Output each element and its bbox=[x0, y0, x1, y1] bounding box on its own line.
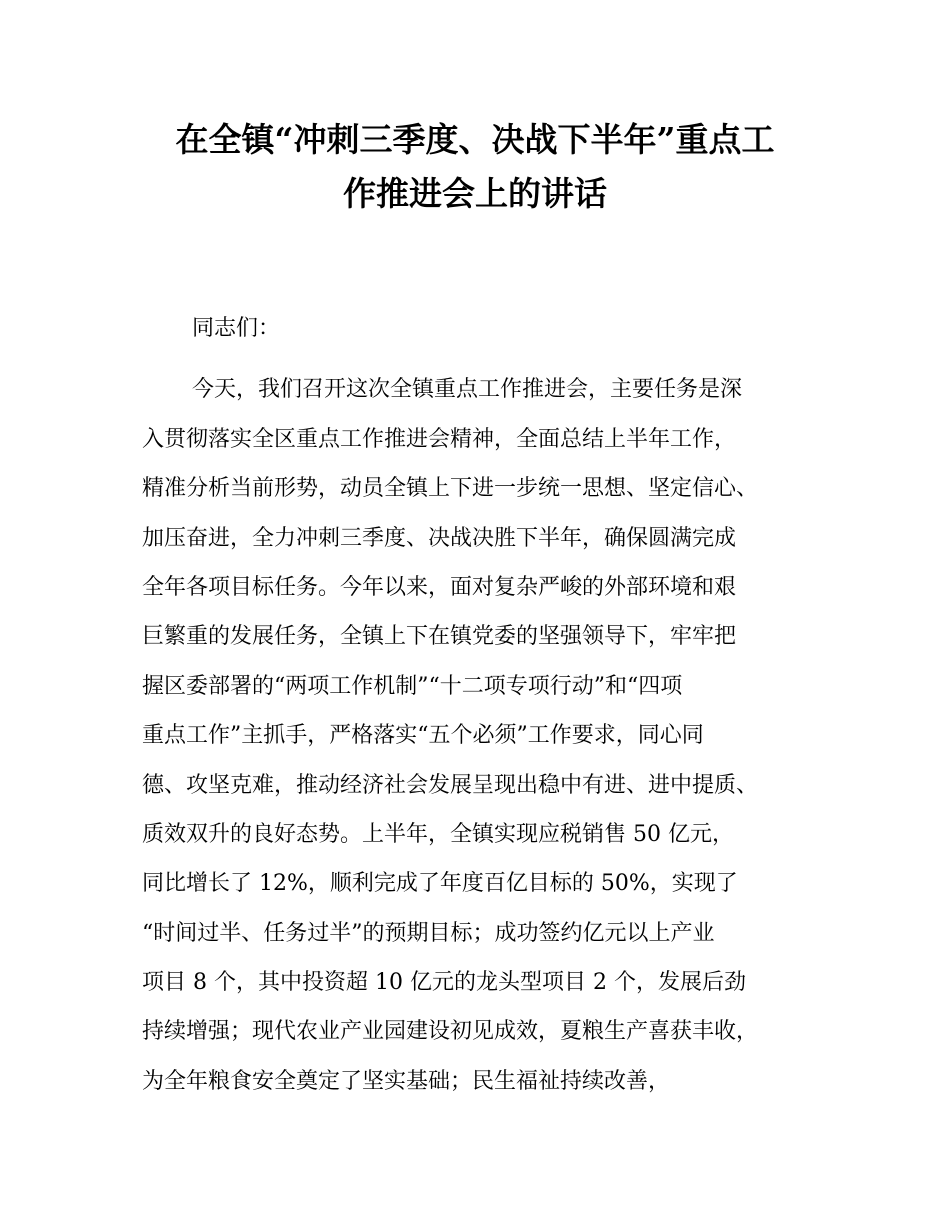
paragraph-line: 同比增长了 12%，顺利完成了年度百亿目标的 50%，实现了 bbox=[142, 871, 738, 897]
paragraph-line: 握区委部署的“两项工作机制”“十二项专项行动”和“四项 bbox=[142, 673, 683, 699]
paragraph-line: 为全年粮食安全奠定了坚实基础；民生福祉持续改善， bbox=[142, 1068, 671, 1094]
paragraph-line: 德、攻坚克难，推动经济社会发展呈现出稳中有进、进中提质、 bbox=[142, 772, 759, 798]
title-line-2: 作推进会上的讲话 bbox=[343, 174, 607, 213]
paragraph-line: 精准分析当前形势，动员全镇上下进一步统一思想、坚定信心、 bbox=[142, 476, 759, 502]
paragraph-line: 质效双升的良好态势。上半年，全镇实现应税销售 50 亿元， bbox=[142, 821, 734, 847]
paragraph-line: 项目 8 个，其中投资超 10 亿元的龙头型项目 2 个，发展后劲 bbox=[142, 970, 746, 996]
document-title bbox=[120, 113, 830, 221]
paragraph bbox=[142, 365, 842, 1106]
paragraph-line: 今天，我们召开这次全镇重点工作推进会，主要任务是深 bbox=[192, 377, 743, 403]
paragraph-line: 持续增强；现代农业产业园建设初见成效，夏粮生产喜获丰收， bbox=[142, 1019, 759, 1045]
document-body bbox=[142, 304, 842, 1106]
title-line-1: 在全镇“冲刺三季度、决战下半年”重点工 bbox=[175, 120, 775, 159]
paragraph-line: 巨繁重的发展任务，全镇上下在镇党委的坚强领导下，牢牢把 bbox=[142, 624, 737, 650]
salutation: 同志们： bbox=[192, 316, 281, 341]
paragraph-line: “时间过半、任务过半”的预期目标；成功签约亿元以上产业 bbox=[142, 920, 715, 946]
paragraph-line: 全年各项目标任务。今年以来，面对复杂严峻的外部环境和艰 bbox=[142, 574, 737, 600]
paragraph-line: 加压奋进，全力冲刺三季度、决战决胜下半年，确保圆满完成 bbox=[142, 525, 737, 551]
paragraph-line: 重点工作”主抓手，严格落实“五个必须”工作要求，同心同 bbox=[142, 723, 704, 749]
paragraph-line: 入贯彻落实全区重点工作推进会精神，全面总结上半年工作， bbox=[142, 426, 737, 452]
